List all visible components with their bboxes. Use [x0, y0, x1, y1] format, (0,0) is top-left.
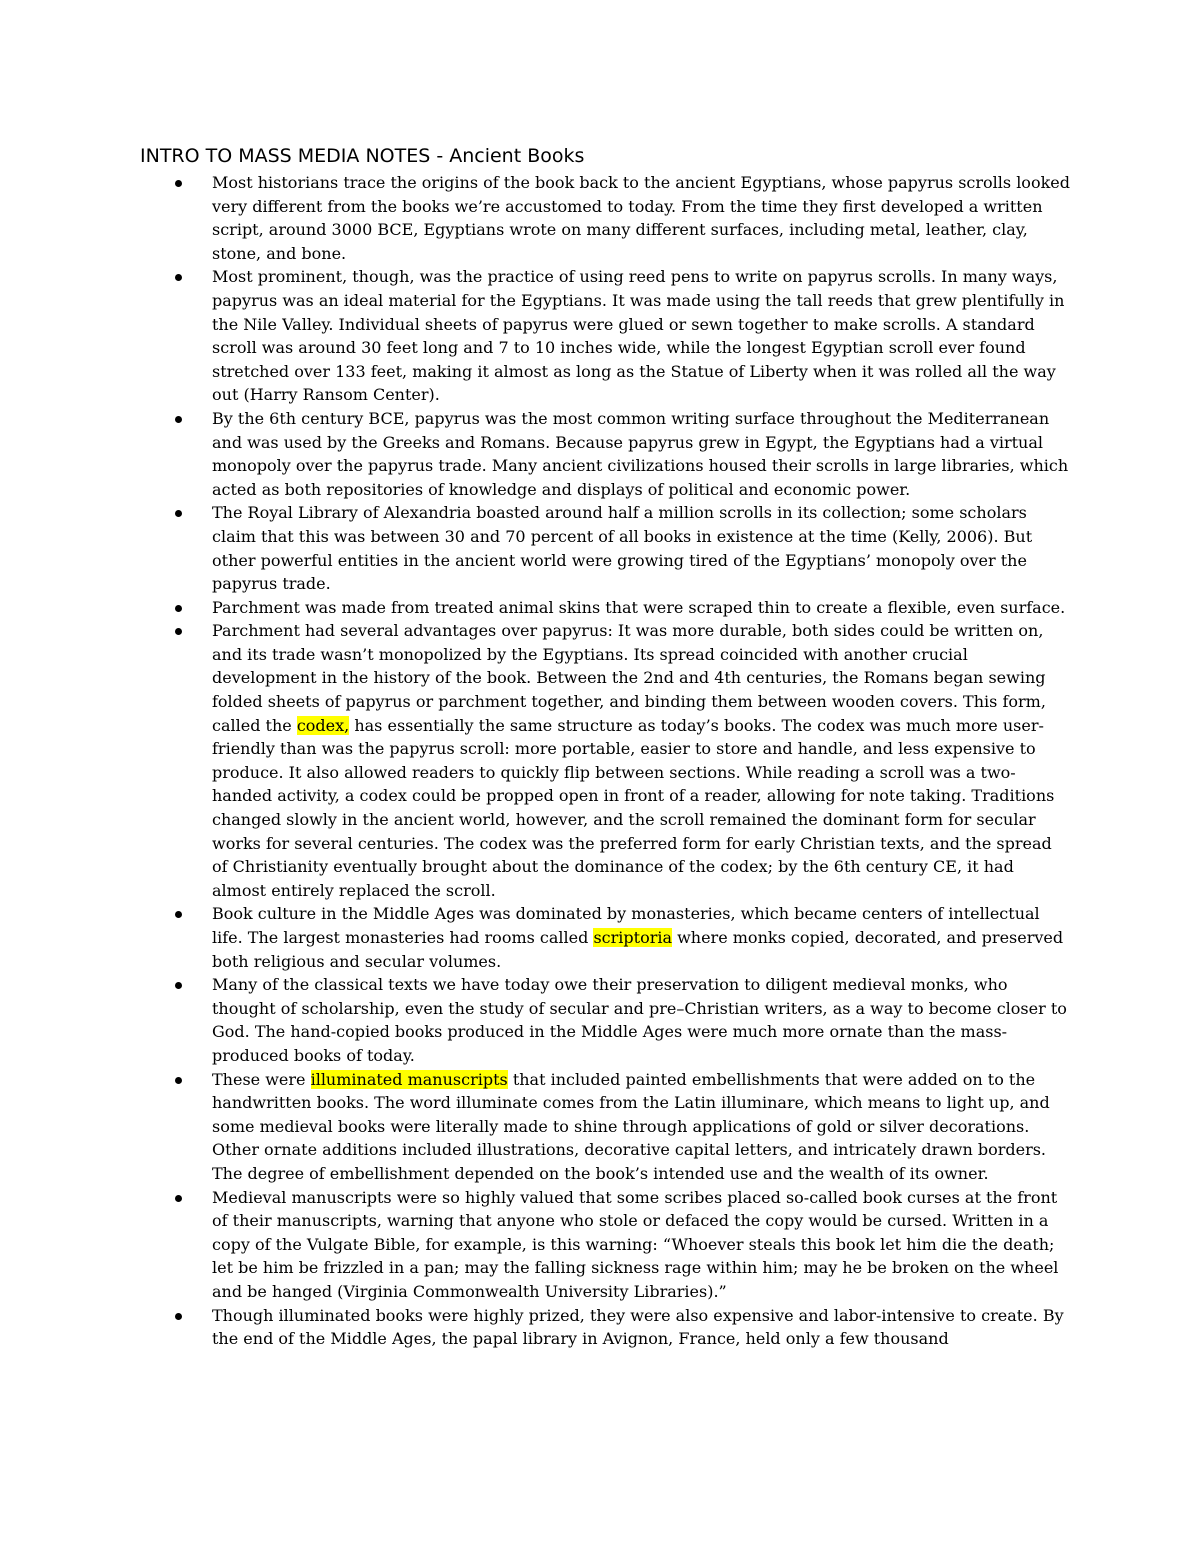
bullet-icon: [175, 1313, 182, 1320]
bullet-text-before: These were: [212, 1069, 311, 1089]
bullet-text: Many of the classical texts we have today owe their preservation to diligent medieval monks, who thought of scholarship, even the study of secular and pre–Christian writers, as a way to become closer to God. The hand-copied books produced in the Middle Ages were much more ornate than the mass-produced books of today.: [212, 975, 1067, 1065]
bullet-icon: [175, 510, 182, 517]
bullet-text-before: Parchment had several advantages over papyrus: It was more durable, both sides could be written on, and its trade wasn’t monopolized by the Egyptians. Its spread coincided with another crucial development in the history of the book. Between the 2nd and 4th centuries, the Romans began sewing folded sheets of papyrus or parchment together, and binding them between wooden covers. This form, called the: [212, 621, 1046, 735]
bullet-icon: [175, 982, 182, 989]
bullet-text: The Royal Library of Alexandria boasted around half a million scrolls in its collection; some scholars claim that this was between 30 and 70 percent of all books in existence at the time (Kelly, 2006). But other powerful entities in the ancient world were growing tired of the Egyptians’ monopoly over the papyrus trade.: [212, 503, 1033, 594]
bullet-icon: [175, 180, 182, 187]
bullet-item: [140, 265, 1070, 407]
document-title: INTRO TO MASS MEDIA NOTES - Ancient Books: [140, 145, 585, 167]
highlighted-term-scriptoria: scriptoria: [593, 928, 672, 947]
bullet-item: [140, 501, 1070, 595]
bullet-icon: [175, 416, 182, 423]
bullet-text-after: where monks copied, decorated, and preserved both religious and secular volumes.: [212, 928, 1064, 971]
bullet-text: Parchment was made from treated animal skins that were scraped thin to create a flexible, even surface.: [212, 597, 1066, 617]
notes-bullet-list: [140, 171, 1070, 1351]
bullet-item: [140, 407, 1070, 501]
bullet-text: Most historians trace the origins of the book back to the ancient Egyptians, whose papyrus scrolls looked very different from the books we’re accustomed to today. From the time they first developed a written script, around 3000 BCE, Egyptians wrote on many different surfaces, including metal, leather, clay, stone, and bone.: [212, 173, 1070, 263]
bullet-text: Medieval manuscripts were so highly valued that some scribes placed so-called book curses at the front of their manuscripts, warning that anyone who stole or defaced the copy would be cursed. Written in a copy of the Vulgate Bible, for example, is this warning: “Whoever steals this book let him die the death; let be him be frizzled in a pan; may the falling sickness rage within him; may he be broken on the wheel and be hanged (Virginia Commonwealth University Libraries).”: [212, 1187, 1059, 1301]
bullet-icon: [175, 911, 182, 918]
highlighted-term-codex: codex,: [296, 715, 350, 735]
bullet-text-before: Book culture in the Middle Ages was dominated by monasteries, which became centers of intellectual life. The largest monasteries had rooms called: [212, 904, 1040, 947]
bullet-text: Most prominent, though, was the practice of using reed pens to write on papyrus scrolls. In many ways, papyrus was an ideal material for the Egyptians. It was made using the tall reeds that grew plentifully in the Nile Valley. Individual sheets of papyrus were glued or sewn together to make scrolls. A standard scroll was around 30 feet long and 7 to 10 inches wide, while the longest Egyptian scroll ever found stretched over 133 feet, making it almost as long as the Statue of Liberty when it was rolled all the way out (Harry Ransom Center).: [212, 267, 1065, 405]
bullet-icon: [175, 1077, 182, 1084]
bullet-item: [140, 1304, 1070, 1351]
bullet-item: [140, 1186, 1070, 1304]
bullet-icon: [175, 1195, 182, 1202]
bullet-icon: [175, 274, 182, 281]
bullet-item: [140, 596, 1070, 620]
bullet-text: Though illuminated books were highly prized, they were also expensive and labor-intensive to create. By the end of the Middle Ages, the papal library in Avignon, France, held only a few thousand: [212, 1305, 1064, 1349]
bullet-item: [140, 619, 1070, 902]
bullet-item: [140, 973, 1070, 1067]
bullet-icon: [175, 628, 182, 635]
bullet-item: [140, 1068, 1070, 1186]
bullet-text: By the 6th century BCE, papyrus was the most common writing surface throughout the Mediterranean and was used by the Greeks and Romans. Because papyrus grew in Egypt, the Egyptians had a virtual monopoly over the papyrus trade. Many ancient civilizations housed their scrolls in large libraries, which acted as both repositories of knowledge and displays of political and economic power.: [212, 408, 1069, 499]
bullet-item: [140, 171, 1070, 265]
highlighted-term-illuminated-manuscripts: illuminated manuscripts: [310, 1069, 508, 1089]
bullet-item: [140, 902, 1070, 973]
bullet-text-after: has essentially the same structure as today’s books. The codex was much more user-friendly than was the papyrus scroll: more portable, easier to store and handle, and less expensive to produce. It also allowed readers to quickly flip between sections. While reading a scroll was a two-handed activity, a codex could be propped open in front of a reader, allowing for note taking. Traditions changed slowly in the ancient world, however, and the scroll remained the dominant form for secular works for several centuries. The codex was the preferred form for early Christian texts, and the spread of Christianity eventually brought about the dominance of the codex; by the 6th century CE, it had almost entirely replaced the scroll.: [212, 715, 1055, 900]
bullet-text-after: that included painted embellishments that were added on to the handwritten books. The word illuminate comes from the Latin illuminare, which means to light up, and some medieval books were literally made to shine through applications of gold or silver decorations. Other ornate additions included illustrations, decorative capital letters, and intricately drawn borders. The degree of embellishment depended on the book’s intended use and the wealth of its owner.: [212, 1069, 1050, 1183]
bullet-icon: [175, 605, 182, 612]
